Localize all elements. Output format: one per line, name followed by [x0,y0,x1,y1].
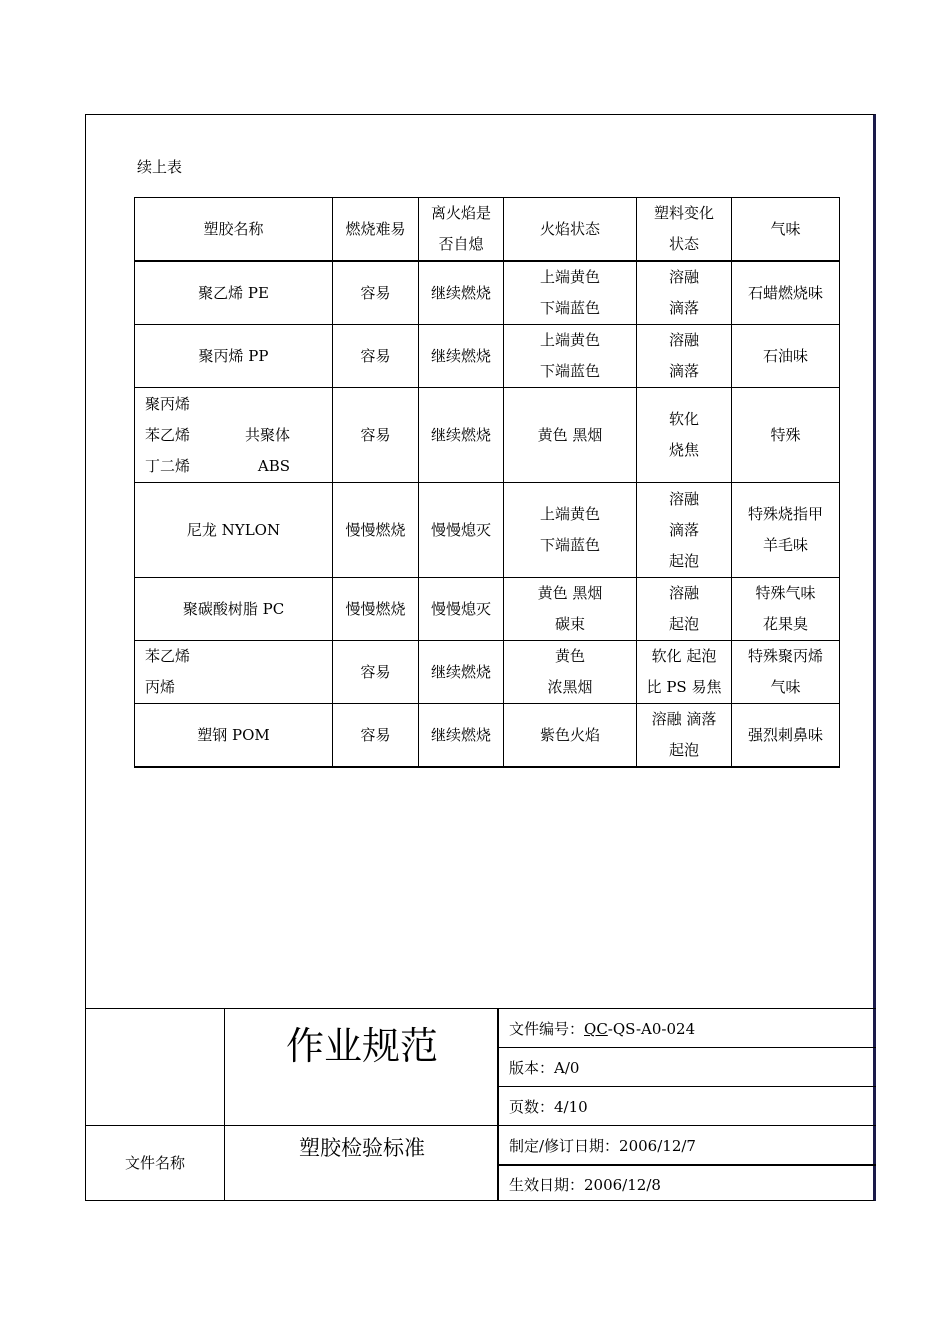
plastic-name-line: 苯乙烯 [145,647,191,665]
plastic-name-side: 共聚体 [244,425,290,444]
plastic-name-cell: 塑钢 POM [135,704,333,768]
plastic-change-line: 软化 [668,410,699,428]
plastic-change-line: 溶融 [668,584,699,602]
table-row [135,704,840,768]
plastic-name-cell [135,388,333,483]
plastic-change-line: 滴落 [668,362,699,380]
burn-ease-cell: 容易 [333,641,419,704]
flame-state-line: 黄色 黑烟 [537,584,603,602]
plastic-change-line: 溶融 [668,489,699,508]
odor-line: 特殊烧指甲 [747,505,823,523]
flame-state-cell [504,641,637,704]
plastic-change-cell [637,578,732,641]
table-row [135,578,840,641]
plastic-change-cell [637,261,732,325]
plastic-change-line: 滴落 [668,520,699,539]
header-cell [504,198,637,262]
plastic-change-cell [637,388,732,483]
plastic-change-line: 比 PS 易焦 [646,678,722,696]
burn-ease-cell: 容易 [333,325,419,388]
table-row [135,483,840,578]
self-extinguish-cell: 慢慢熄灭 [419,578,504,641]
plastic-change-cell [637,704,732,768]
flame-state-cell [504,483,637,578]
self-extinguish-cell: 继续燃烧 [419,261,504,325]
burn-ease-cell: 容易 [333,704,419,768]
flame-state-line: 上端黄色 [539,505,600,523]
odor-cell [732,704,840,768]
footer-top-border [85,1008,876,1009]
header-cell [637,198,732,262]
self-extinguish-cell: 继续燃烧 [419,641,504,704]
plastic-change-line: 溶融 滴落 [651,710,717,728]
burn-ease-cell: 容易 [333,388,419,483]
version: 版本：A/0 [509,1059,580,1077]
odor-cell [732,578,840,641]
table-row [135,261,840,325]
self-extinguish-cell: 继续燃烧 [419,325,504,388]
plastic-change-line: 滴落 [668,299,699,317]
odor-line: 强烈刺鼻味 [747,725,823,744]
flame-state-line: 黄色 [554,647,585,665]
table-row [135,325,840,388]
odor-cell [732,388,840,483]
plastic-change-line: 软化 起泡 [651,647,717,665]
header-cell [333,198,419,262]
plastic-change-cell [637,641,732,704]
flame-state-cell [504,388,637,483]
info-row-line [498,1164,876,1166]
doc-name-label: 文件名称 [124,1154,185,1172]
burn-ease-cell: 慢慢燃烧 [333,483,419,578]
plastic-name-line: 苯乙烯 [145,425,191,444]
plastic-name-line: 聚丙烯 [145,394,191,413]
header-cell [419,198,504,262]
odor-line: 气味 [770,678,801,696]
plastic-change-line: 溶融 [668,331,699,349]
odor-line: 特殊 [770,425,801,444]
info-row-line [498,1125,876,1126]
table-header-row [135,198,840,262]
header-line: 离火焰是 [430,204,491,222]
plastic-change-line: 起泡 [668,741,699,759]
odor-line: 石蜡燃烧味 [747,283,823,302]
info-row-line [498,1086,876,1087]
flame-state-line: 上端黄色 [539,268,600,286]
flame-state-line: 浓黑烟 [547,678,593,696]
doc-number [509,1017,695,1041]
plastic-change-line: 起泡 [668,615,699,633]
plastic-change-cell [637,483,732,578]
header-line: 否自熄 [438,235,484,253]
header-line: 燃烧难易 [345,219,406,238]
footer-mid-border [85,1125,498,1126]
doc-number-prefix: QC [584,1020,608,1038]
flame-state-line: 下端蓝色 [539,536,600,554]
plastic-burn-table [134,197,840,768]
header-line: 火焰状态 [539,219,600,238]
self-extinguish-cell: 继续燃烧 [419,388,504,483]
flame-state-line: 碳束 [554,615,585,633]
odor-line: 花果臭 [762,615,808,633]
plastic-name-cell: 尼龙 NYLON [135,483,333,578]
plastic-change-line: 起泡 [668,551,699,570]
page-count: 页数：4/10 [509,1098,588,1116]
odor-line: 特殊气味 [755,584,816,602]
flame-state-cell [504,578,637,641]
odor-cell [732,325,840,388]
plastic-name-cell [135,641,333,704]
odor-line: 羊毛味 [762,536,808,554]
doc-title: 塑胶检验标准 [299,1136,425,1160]
flame-state-line: 上端黄色 [539,331,600,349]
flame-state-cell [504,325,637,388]
footer-divider-1 [224,1008,225,1201]
info-row-line [498,1047,876,1048]
header-cell [732,198,840,262]
plastic-name-line: 丁二烯 [145,456,191,475]
plastic-name-cell: 聚乙烯 PE [135,261,333,325]
plastic-name-line: 丙烯 [145,678,176,696]
table-row [135,641,840,704]
plastic-change-line: 烧焦 [668,441,699,459]
odor-cell [732,483,840,578]
plastic-name-side: ABS [257,456,290,475]
header-line: 状态 [668,235,699,253]
burn-ease-cell: 慢慢燃烧 [333,578,419,641]
header-line: 塑料变化 [653,204,714,222]
doc-number-label: 文件编号： [509,1020,585,1038]
plastic-change-cell [637,325,732,388]
continuation-label: 续上表 [137,158,183,176]
flame-state-line: 下端蓝色 [539,299,600,317]
flame-state-cell [504,704,637,768]
plastic-name-cell: 聚丙烯 PP [135,325,333,388]
burn-ease-cell: 容易 [333,261,419,325]
flame-state-line: 黄色 黑烟 [537,425,603,444]
flame-state-line: 紫色火焰 [539,725,600,744]
flame-state-line: 下端蓝色 [539,362,600,380]
header-cell [135,198,333,262]
self-extinguish-cell: 慢慢熄灭 [419,483,504,578]
self-extinguish-cell: 继续燃烧 [419,704,504,768]
header-line: 气味 [770,219,801,238]
effective-date: 生效日期：2006/12/8 [509,1176,661,1194]
flame-state-cell [504,261,637,325]
header-line: 塑胶名称 [203,219,264,238]
odor-cell [732,261,840,325]
plastic-name-cell: 聚碳酸树脂 PC [135,578,333,641]
main-title: 作业规范 [285,1024,438,1068]
odor-line: 特殊聚丙烯 [747,647,823,665]
odor-line: 石油味 [762,346,808,365]
revised-date: 制定/修订日期：2006/12/7 [509,1137,696,1155]
plastic-change-line: 溶融 [668,268,699,286]
table-row [135,388,840,483]
odor-cell [732,641,840,704]
doc-number-value: -QS-A0-024 [607,1020,696,1038]
